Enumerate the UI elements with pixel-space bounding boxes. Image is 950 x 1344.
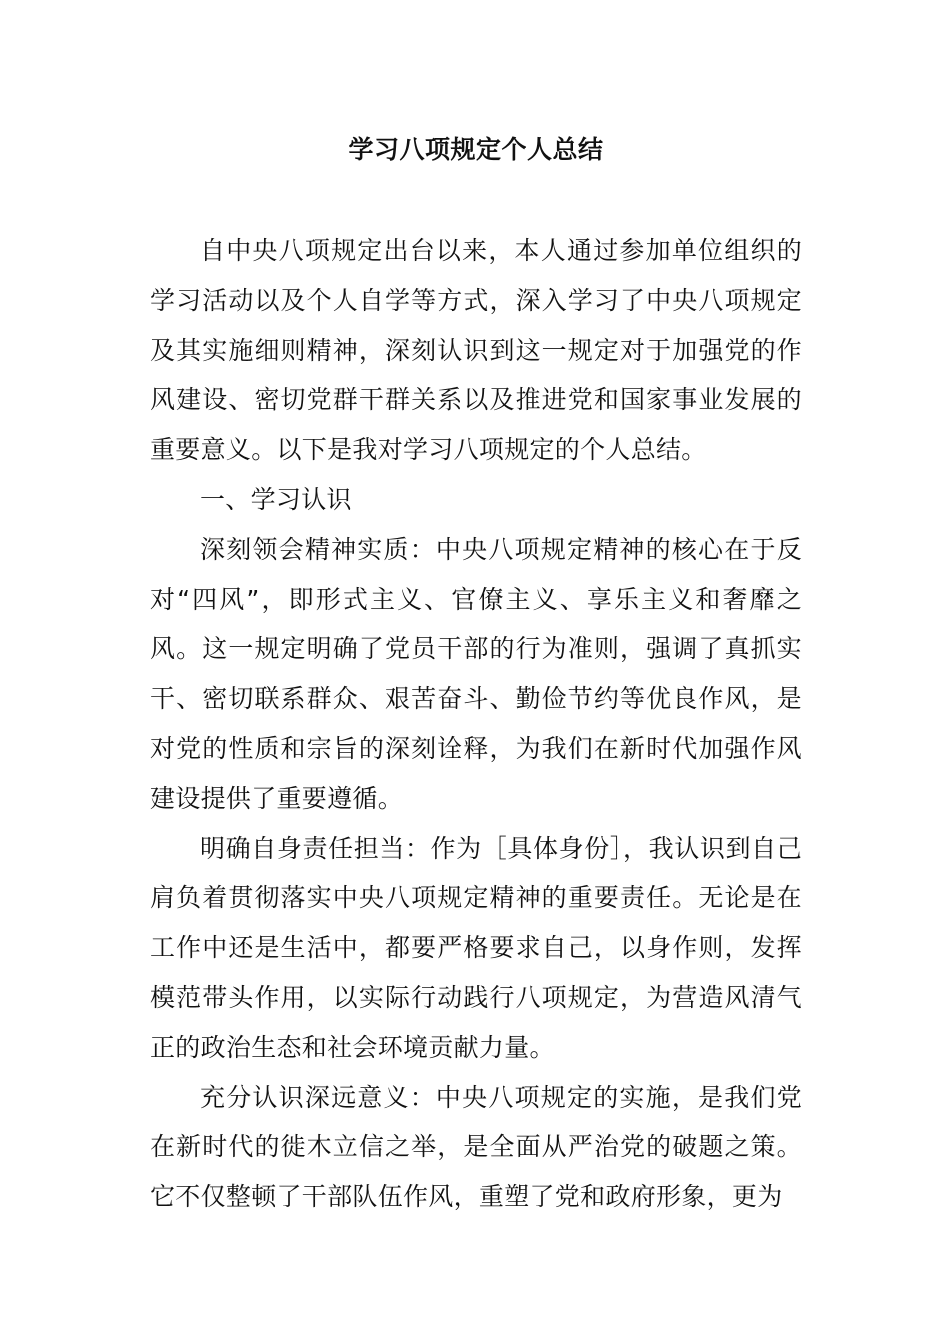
paragraph-responsibility: 明确自身责任担当：作为［具体身份］，我认识到自己肩负着贯彻落实中央八项规定精神的重要责任。无论是在工作中还是生活中，都要严格要求自己，以身作则，发挥模范带头作用，以实际行动践行八项规定，为营造风清气正的政治生态和社会环境贡献力量。 — [150, 833, 802, 1062]
section-heading-learning: 一、学习认识 — [200, 484, 352, 514]
paragraph-significance: 充分认识深远意义：中央八项规定的实施，是我们党在新时代的徙木立信之举，是全面从严治党的破题之策。它不仅整顿了干部队伍作风，重塑了党和政府形象，更为 — [150, 1082, 802, 1212]
paragraph-intro: 自中央八项规定出台以来，本人通过参加单位组织的学习活动以及个人自学等方式，深入学习了中央八项规定及其实施细则精神，深刻认识到这一规定对于加强党的作风建设、密切党群干群关系以及推进党和国家事业发展的重要意义。以下是我对学习八项规定的个人总结。 — [150, 236, 802, 465]
paragraph-spirit: 深刻领会精神实质：中央八项规定精神的核心在于反对“四风”，即形式主义、官僚主义、享乐主义和奢靡之风。这一规定明确了党员干部的行为准则，强调了真抓实干、密切联系群众、艰苦奋斗、勤俭节约等优良作风，是对党的性质和宗旨的深刻诠释，为我们在新时代加强作风建设提供了重要遵循。 — [150, 534, 802, 813]
document-title: 学习八项规定个人总结 — [348, 135, 604, 164]
document-body — [150, 226, 802, 1222]
